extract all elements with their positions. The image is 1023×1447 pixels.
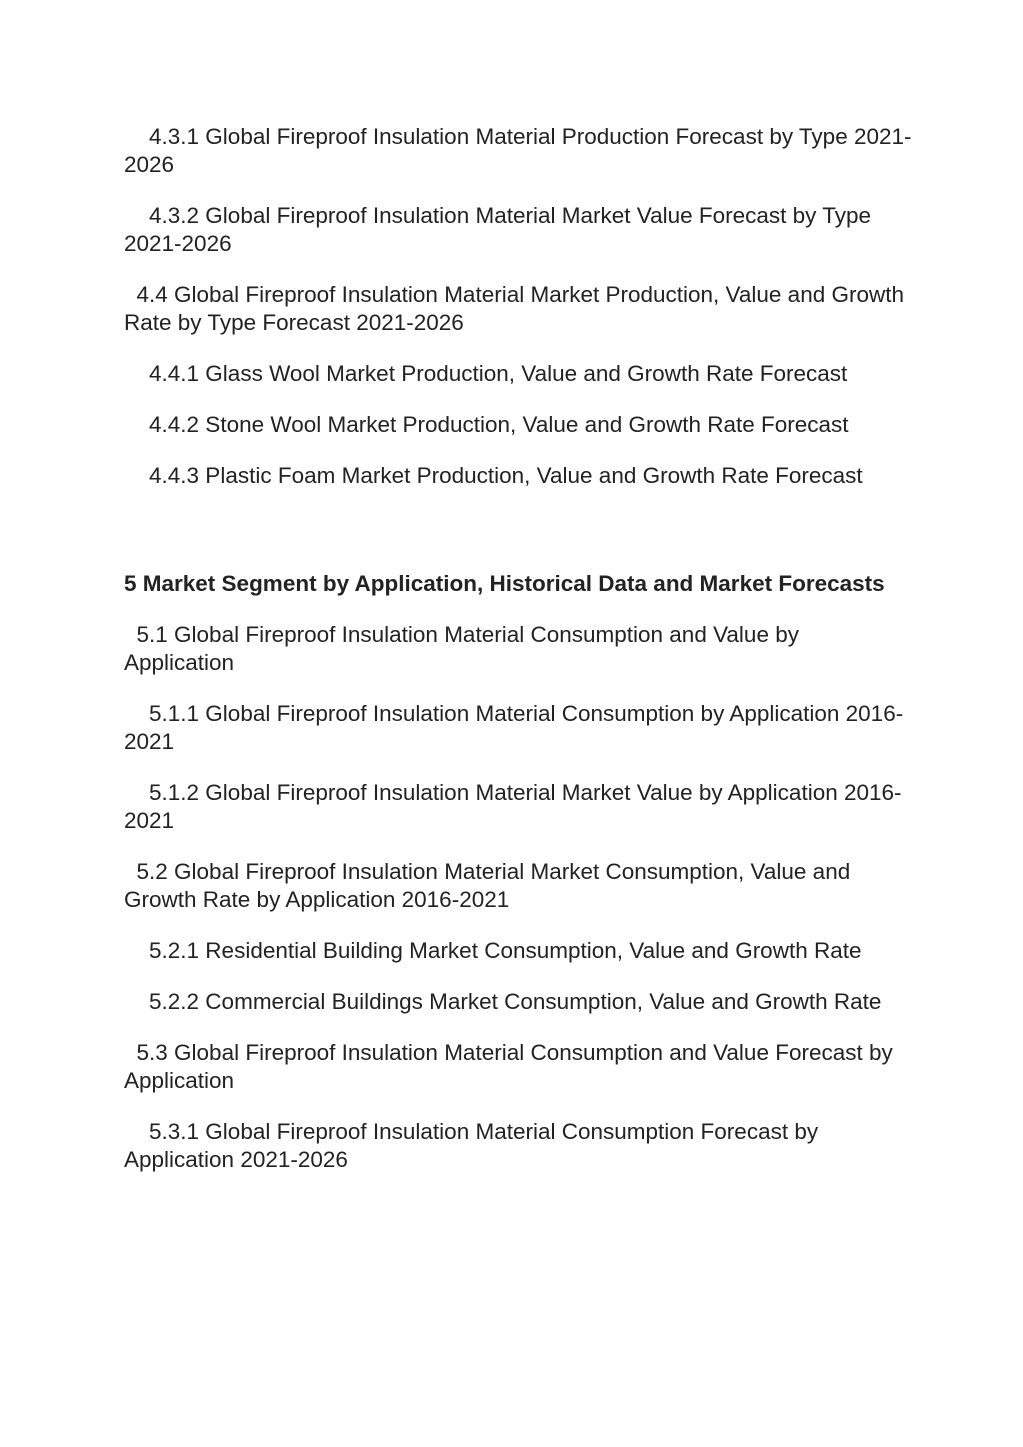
toc-entry-4-4-2: 4.4.2 Stone Wool Market Production, Value and Growth Rate Forecast <box>124 412 849 437</box>
toc-entry-5-2-1: 5.2.1 Residential Building Market Consumption, Value and Growth Rate <box>124 938 862 963</box>
toc-entry-4-4: 4.4 Global Fireproof Insulation Material Market Production, Value and Growth Rate by Type Forecast 2021-2026 <box>124 282 911 335</box>
toc-entry-5-3-1: 5.3.1 Global Fireproof Insulation Material Consumption Forecast by Application 2021-2026 <box>124 1119 824 1172</box>
toc-entry-5-2-2: 5.2.2 Commercial Buildings Market Consumption, Value and Growth Rate <box>124 989 882 1014</box>
toc-entry-5-1-1: 5.1.1 Global Fireproof Insulation Material Consumption by Application 2016-2021 <box>124 701 904 754</box>
toc-entry-4-4-3: 4.4.3 Plastic Foam Market Production, Value and Growth Rate Forecast <box>124 463 863 488</box>
toc-entry-5-2: 5.2 Global Fireproof Insulation Material Market Consumption, Value and Growth Rate by Application 2016-2021 <box>124 859 857 912</box>
section-heading-5: 5 Market Segment by Application, Historical Data and Market Forecasts <box>124 571 885 596</box>
toc-entry-5-1-2: 5.1.2 Global Fireproof Insulation Material Market Value by Application 2016-2021 <box>124 780 902 833</box>
toc-entry-5-1: 5.1 Global Fireproof Insulation Material Consumption and Value by Application <box>124 622 804 675</box>
toc-entry-4-3-2: 4.3.2 Global Fireproof Insulation Material Market Value Forecast by Type 2021-2026 <box>124 203 878 256</box>
toc-entry-4-4-1: 4.4.1 Glass Wool Market Production, Value and Growth Rate Forecast <box>124 361 848 386</box>
document-page <box>124 123 914 1197</box>
toc-entry-4-3-1: 4.3.1 Global Fireproof Insulation Material Production Forecast by Type 2021-2026 <box>124 124 912 177</box>
toc-entry-5-3: 5.3 Global Fireproof Insulation Material Consumption and Value Forecast by Application <box>124 1040 898 1093</box>
